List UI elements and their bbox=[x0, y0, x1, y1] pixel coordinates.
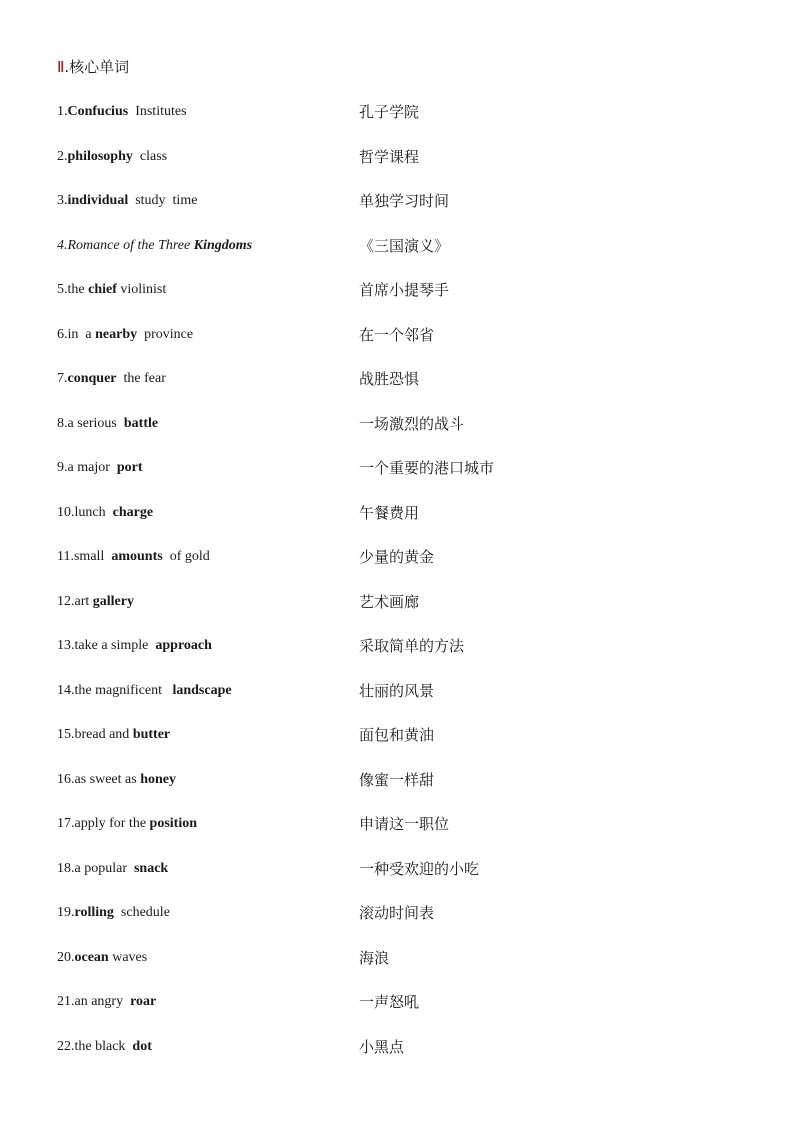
phrase-after: the fear bbox=[116, 371, 166, 386]
english-phrase bbox=[57, 813, 197, 835]
phrase-after: schedule bbox=[113, 905, 170, 920]
chinese-translation: 滚动时间表 bbox=[359, 904, 435, 922]
vocab-row bbox=[57, 502, 557, 524]
english-phrase bbox=[57, 680, 232, 702]
phrase-before: a popular bbox=[74, 860, 134, 876]
english-phrase bbox=[57, 457, 143, 479]
phrase-before: a serious bbox=[67, 415, 124, 431]
vocab-row bbox=[57, 724, 557, 746]
item-number: 18. bbox=[57, 860, 75, 876]
vocab-row bbox=[57, 991, 557, 1013]
chinese-translation: 在一个邻省 bbox=[359, 325, 435, 344]
vocab-row bbox=[57, 368, 557, 390]
chinese-translation: 《三国演义》 bbox=[359, 236, 450, 255]
vocab-row bbox=[57, 190, 557, 212]
item-number: 4. bbox=[57, 237, 68, 253]
section-title: .核心单词 bbox=[64, 58, 130, 76]
item-number: 21. bbox=[57, 994, 75, 1009]
section-heading bbox=[57, 57, 129, 78]
english-phrase bbox=[57, 858, 168, 880]
keyword: chief bbox=[88, 282, 117, 297]
keyword: amounts bbox=[111, 549, 163, 564]
vocab-row bbox=[57, 1036, 557, 1058]
english-phrase bbox=[57, 1036, 152, 1058]
phrase-before: Romance of the Three bbox=[67, 237, 194, 253]
english-phrase bbox=[57, 502, 153, 524]
english-phrase bbox=[57, 324, 193, 346]
item-number: 5. bbox=[57, 282, 68, 297]
item-number: 6. bbox=[57, 326, 68, 342]
english-phrase bbox=[57, 947, 147, 969]
chinese-translation: 小黑点 bbox=[359, 1037, 405, 1056]
item-number: 2. bbox=[57, 148, 68, 164]
english-phrase bbox=[57, 235, 252, 257]
item-number: 20. bbox=[57, 949, 75, 965]
keyword: position bbox=[149, 816, 197, 831]
chinese-translation: 少量的黄金 bbox=[359, 548, 435, 566]
english-phrase bbox=[57, 146, 167, 168]
chinese-translation: 午餐费用 bbox=[359, 503, 420, 522]
keyword: port bbox=[116, 460, 143, 475]
phrase-after: Institutes bbox=[128, 104, 187, 119]
keyword: rolling bbox=[74, 905, 114, 920]
keyword: dot bbox=[132, 1038, 152, 1054]
keyword: nearby bbox=[95, 326, 138, 342]
chinese-translation: 一场激烈的战斗 bbox=[359, 414, 465, 433]
phrase-before: bread and bbox=[74, 727, 133, 742]
chinese-translation: 哲学课程 bbox=[359, 147, 420, 166]
vocab-row bbox=[57, 146, 557, 168]
keyword: ocean bbox=[74, 949, 109, 965]
vocab-row bbox=[57, 635, 557, 657]
chinese-translation: 一声怒吼 bbox=[359, 993, 420, 1011]
item-number: 12. bbox=[57, 593, 75, 609]
vocab-row bbox=[57, 546, 557, 568]
english-phrase bbox=[57, 902, 170, 924]
english-phrase bbox=[57, 368, 166, 390]
item-number: 1. bbox=[57, 104, 68, 119]
item-number: 16. bbox=[57, 771, 75, 787]
chinese-translation: 艺术画廊 bbox=[359, 592, 420, 611]
keyword: individual bbox=[67, 193, 129, 208]
chinese-translation: 孔子学院 bbox=[359, 103, 420, 121]
phrase-before: the magnificent bbox=[74, 682, 173, 698]
phrase-after: violinist bbox=[116, 282, 167, 297]
item-number: 8. bbox=[57, 415, 68, 431]
item-number: 13. bbox=[57, 638, 75, 653]
vocab-row bbox=[57, 813, 557, 835]
english-phrase bbox=[57, 591, 134, 613]
chinese-translation: 首席小提琴手 bbox=[359, 281, 450, 299]
vocab-row bbox=[57, 279, 557, 301]
english-phrase bbox=[57, 101, 187, 123]
keyword: snack bbox=[133, 860, 169, 876]
english-phrase bbox=[57, 991, 156, 1013]
english-phrase bbox=[57, 724, 170, 746]
chinese-translation: 一种受欢迎的小吃 bbox=[359, 859, 480, 878]
chinese-translation: 采取简单的方法 bbox=[359, 637, 465, 655]
phrase-before: take a simple bbox=[74, 638, 156, 653]
vocab-row bbox=[57, 324, 557, 346]
phrase-before: art bbox=[74, 593, 93, 609]
item-number: 9. bbox=[57, 460, 68, 475]
phrase-after: province bbox=[137, 326, 194, 342]
phrase-after: waves bbox=[108, 949, 148, 965]
chinese-translation: 面包和黄油 bbox=[359, 726, 435, 744]
phrase-before: an angry bbox=[74, 994, 131, 1009]
phrase-before: a major bbox=[67, 460, 117, 475]
item-number: 7. bbox=[57, 371, 68, 386]
vocab-row bbox=[57, 680, 557, 702]
english-phrase bbox=[57, 769, 176, 791]
item-number: 11. bbox=[57, 549, 74, 564]
vocab-row bbox=[57, 413, 557, 435]
chinese-translation: 像蜜一样甜 bbox=[359, 770, 435, 789]
vocab-row bbox=[57, 769, 557, 791]
english-phrase bbox=[57, 279, 166, 301]
item-number: 10. bbox=[57, 504, 75, 520]
item-number: 22. bbox=[57, 1038, 75, 1054]
item-number: 19. bbox=[57, 905, 75, 920]
keyword: Kingdoms bbox=[193, 237, 253, 253]
phrase-before: the bbox=[67, 282, 89, 297]
keyword: gallery bbox=[92, 593, 134, 609]
vocab-row bbox=[57, 591, 557, 613]
keyword: battle bbox=[123, 415, 159, 431]
vocab-row bbox=[57, 902, 557, 924]
english-phrase bbox=[57, 190, 197, 212]
phrase-after: class bbox=[132, 148, 168, 164]
keyword: approach bbox=[155, 638, 212, 653]
phrase-before: small bbox=[73, 549, 112, 564]
section-numeral: Ⅱ bbox=[57, 60, 65, 76]
english-phrase bbox=[57, 546, 210, 568]
phrase-after: study time bbox=[128, 193, 198, 208]
keyword: honey bbox=[140, 771, 176, 787]
chinese-translation: 申请这一职位 bbox=[359, 815, 450, 833]
vocab-row bbox=[57, 457, 557, 479]
chinese-translation: 海浪 bbox=[359, 948, 390, 967]
keyword: philosophy bbox=[67, 148, 133, 164]
chinese-translation: 一个重要的港口城市 bbox=[359, 459, 495, 477]
keyword: Confucius bbox=[67, 104, 129, 119]
english-phrase bbox=[57, 635, 212, 657]
item-number: 3. bbox=[57, 193, 68, 208]
keyword: conquer bbox=[67, 371, 117, 386]
item-number: 14. bbox=[57, 682, 75, 698]
item-number: 17. bbox=[57, 816, 75, 831]
phrase-before: in a bbox=[67, 326, 96, 342]
vocab-row bbox=[57, 101, 557, 123]
phrase-before: apply for the bbox=[74, 816, 150, 831]
phrase-before: as sweet as bbox=[74, 771, 141, 787]
keyword: landscape bbox=[172, 682, 232, 698]
phrase-before: the black bbox=[74, 1038, 133, 1054]
keyword: charge bbox=[112, 504, 154, 520]
chinese-translation: 单独学习时间 bbox=[359, 192, 450, 210]
phrase-before: lunch bbox=[74, 504, 113, 520]
keyword: roar bbox=[130, 994, 157, 1009]
english-phrase bbox=[57, 413, 158, 435]
keyword: butter bbox=[132, 727, 171, 742]
vocab-row bbox=[57, 235, 557, 257]
vocab-row bbox=[57, 858, 557, 880]
item-number: 15. bbox=[57, 727, 75, 742]
phrase-after: of gold bbox=[162, 549, 210, 564]
chinese-translation: 壮丽的风景 bbox=[359, 681, 435, 700]
chinese-translation: 战胜恐惧 bbox=[359, 370, 420, 388]
vocab-row bbox=[57, 947, 557, 969]
